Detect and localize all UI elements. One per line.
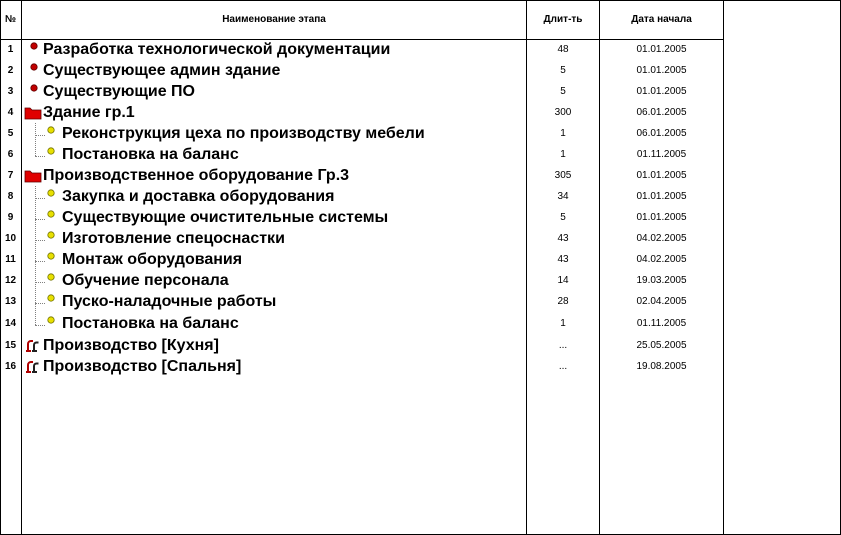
row-name: Реконструкция цеха по производству мебели <box>62 125 425 142</box>
row-duration: ... <box>558 361 568 372</box>
row-number: 10 <box>4 233 17 244</box>
row-duration: 48 <box>557 44 569 55</box>
row-duration: 5 <box>560 212 566 223</box>
yellow-bullet-icon <box>46 144 56 165</box>
row-duration: 1 <box>560 149 566 160</box>
red-folder-icon[interactable] <box>24 102 42 123</box>
header-name[interactable]: Наименование этапа <box>222 14 326 25</box>
row-name: Существующие очистительные системы <box>62 209 389 226</box>
row-name: Производство [Спальня] <box>43 358 242 375</box>
row-start-date: 04.02.2005 <box>636 254 687 265</box>
row-name: Постановка на баланс <box>62 146 239 163</box>
red-bullet-icon <box>29 60 39 81</box>
row-duration: 14 <box>557 275 569 286</box>
row-number: 13 <box>4 296 17 307</box>
yellow-bullet-icon <box>46 123 56 144</box>
row-number: 12 <box>4 275 17 286</box>
row-start-date: 01.01.2005 <box>636 212 687 223</box>
row-name: Существующее админ здание <box>43 62 281 79</box>
row-name: Обучение персонала <box>62 272 229 289</box>
row-duration: 305 <box>554 170 572 181</box>
red-bullet-icon <box>29 39 39 60</box>
header-num[interactable]: № <box>4 14 17 25</box>
row-number: 2 <box>7 65 14 76</box>
header-duration[interactable]: Длит-ть <box>543 14 583 25</box>
row-start-date: 02.04.2005 <box>636 296 687 307</box>
row-number: 8 <box>7 191 14 202</box>
row-start-date: 01.01.2005 <box>636 44 687 55</box>
link-icon <box>25 356 41 377</box>
row-number: 6 <box>7 149 14 160</box>
table-row[interactable] <box>0 356 724 377</box>
row-name: Монтаж оборудования <box>62 251 243 268</box>
yellow-bullet-icon <box>46 207 56 228</box>
row-duration: ... <box>558 340 568 351</box>
row-number: 1 <box>7 44 14 55</box>
table-row[interactable] <box>0 39 724 60</box>
table-row[interactable] <box>0 249 724 270</box>
row-duration: 43 <box>557 233 569 244</box>
table-row[interactable] <box>0 207 724 228</box>
row-start-date: 19.08.2005 <box>636 361 687 372</box>
red-folder-icon[interactable] <box>24 165 42 186</box>
row-duration: 1 <box>560 318 566 329</box>
yellow-bullet-icon <box>46 186 56 207</box>
row-duration: 1 <box>560 128 566 139</box>
table-row[interactable] <box>0 313 724 334</box>
row-start-date: 01.11.2005 <box>636 318 687 329</box>
row-name: Разработка технологической документации <box>43 41 391 58</box>
table-row[interactable] <box>0 123 724 144</box>
row-number: 14 <box>4 318 17 329</box>
row-name: Производственное оборудование Гр.3 <box>43 167 350 184</box>
row-start-date: 01.01.2005 <box>636 86 687 97</box>
row-number: 5 <box>7 128 14 139</box>
row-start-date: 01.01.2005 <box>636 170 687 181</box>
table-row[interactable] <box>0 60 724 81</box>
row-duration: 34 <box>557 191 569 202</box>
header-start[interactable]: Дата начала <box>631 14 692 25</box>
row-duration: 5 <box>560 86 566 97</box>
row-number: 7 <box>7 170 14 181</box>
table-row[interactable] <box>0 102 724 123</box>
row-number: 15 <box>4 340 17 351</box>
row-duration: 43 <box>557 254 569 265</box>
yellow-bullet-icon <box>46 313 56 334</box>
table-row[interactable] <box>0 228 724 249</box>
row-number: 16 <box>4 361 17 372</box>
table-row[interactable] <box>0 81 724 102</box>
table-row[interactable] <box>0 291 724 312</box>
row-duration: 300 <box>554 107 572 118</box>
row-start-date: 04.02.2005 <box>636 233 687 244</box>
row-name: Здание гр.1 <box>43 104 135 121</box>
yellow-bullet-icon <box>46 291 56 312</box>
table-row[interactable] <box>0 165 724 186</box>
row-name: Существующие ПО <box>43 83 195 100</box>
row-name: Производство [Кухня] <box>43 337 219 354</box>
table-row[interactable] <box>0 335 724 356</box>
row-number: 3 <box>7 86 14 97</box>
red-bullet-icon <box>29 81 39 102</box>
row-start-date: 25.05.2005 <box>636 340 687 351</box>
link-icon <box>25 335 41 356</box>
table-row[interactable] <box>0 144 724 165</box>
row-number: 11 <box>5 254 16 265</box>
row-start-date: 06.01.2005 <box>636 128 687 139</box>
row-name: Закупка и доставка оборудования <box>62 188 335 205</box>
row-number: 9 <box>7 212 14 223</box>
row-start-date: 01.11.2005 <box>636 149 687 160</box>
row-start-date: 01.01.2005 <box>636 191 687 202</box>
row-name: Постановка на баланс <box>62 315 239 332</box>
yellow-bullet-icon <box>46 249 56 270</box>
table-row[interactable] <box>0 186 724 207</box>
row-name: Изготовление спецоснастки <box>62 230 285 247</box>
yellow-bullet-icon <box>46 270 56 291</box>
row-start-date: 06.01.2005 <box>636 107 687 118</box>
table-row[interactable] <box>0 270 724 291</box>
row-start-date: 19.03.2005 <box>636 275 687 286</box>
row-duration: 5 <box>560 65 566 76</box>
row-name: Пуско-наладочные работы <box>62 293 277 310</box>
row-number: 4 <box>7 107 14 118</box>
row-duration: 28 <box>557 296 569 307</box>
yellow-bullet-icon <box>46 228 56 249</box>
row-start-date: 01.01.2005 <box>636 65 687 76</box>
